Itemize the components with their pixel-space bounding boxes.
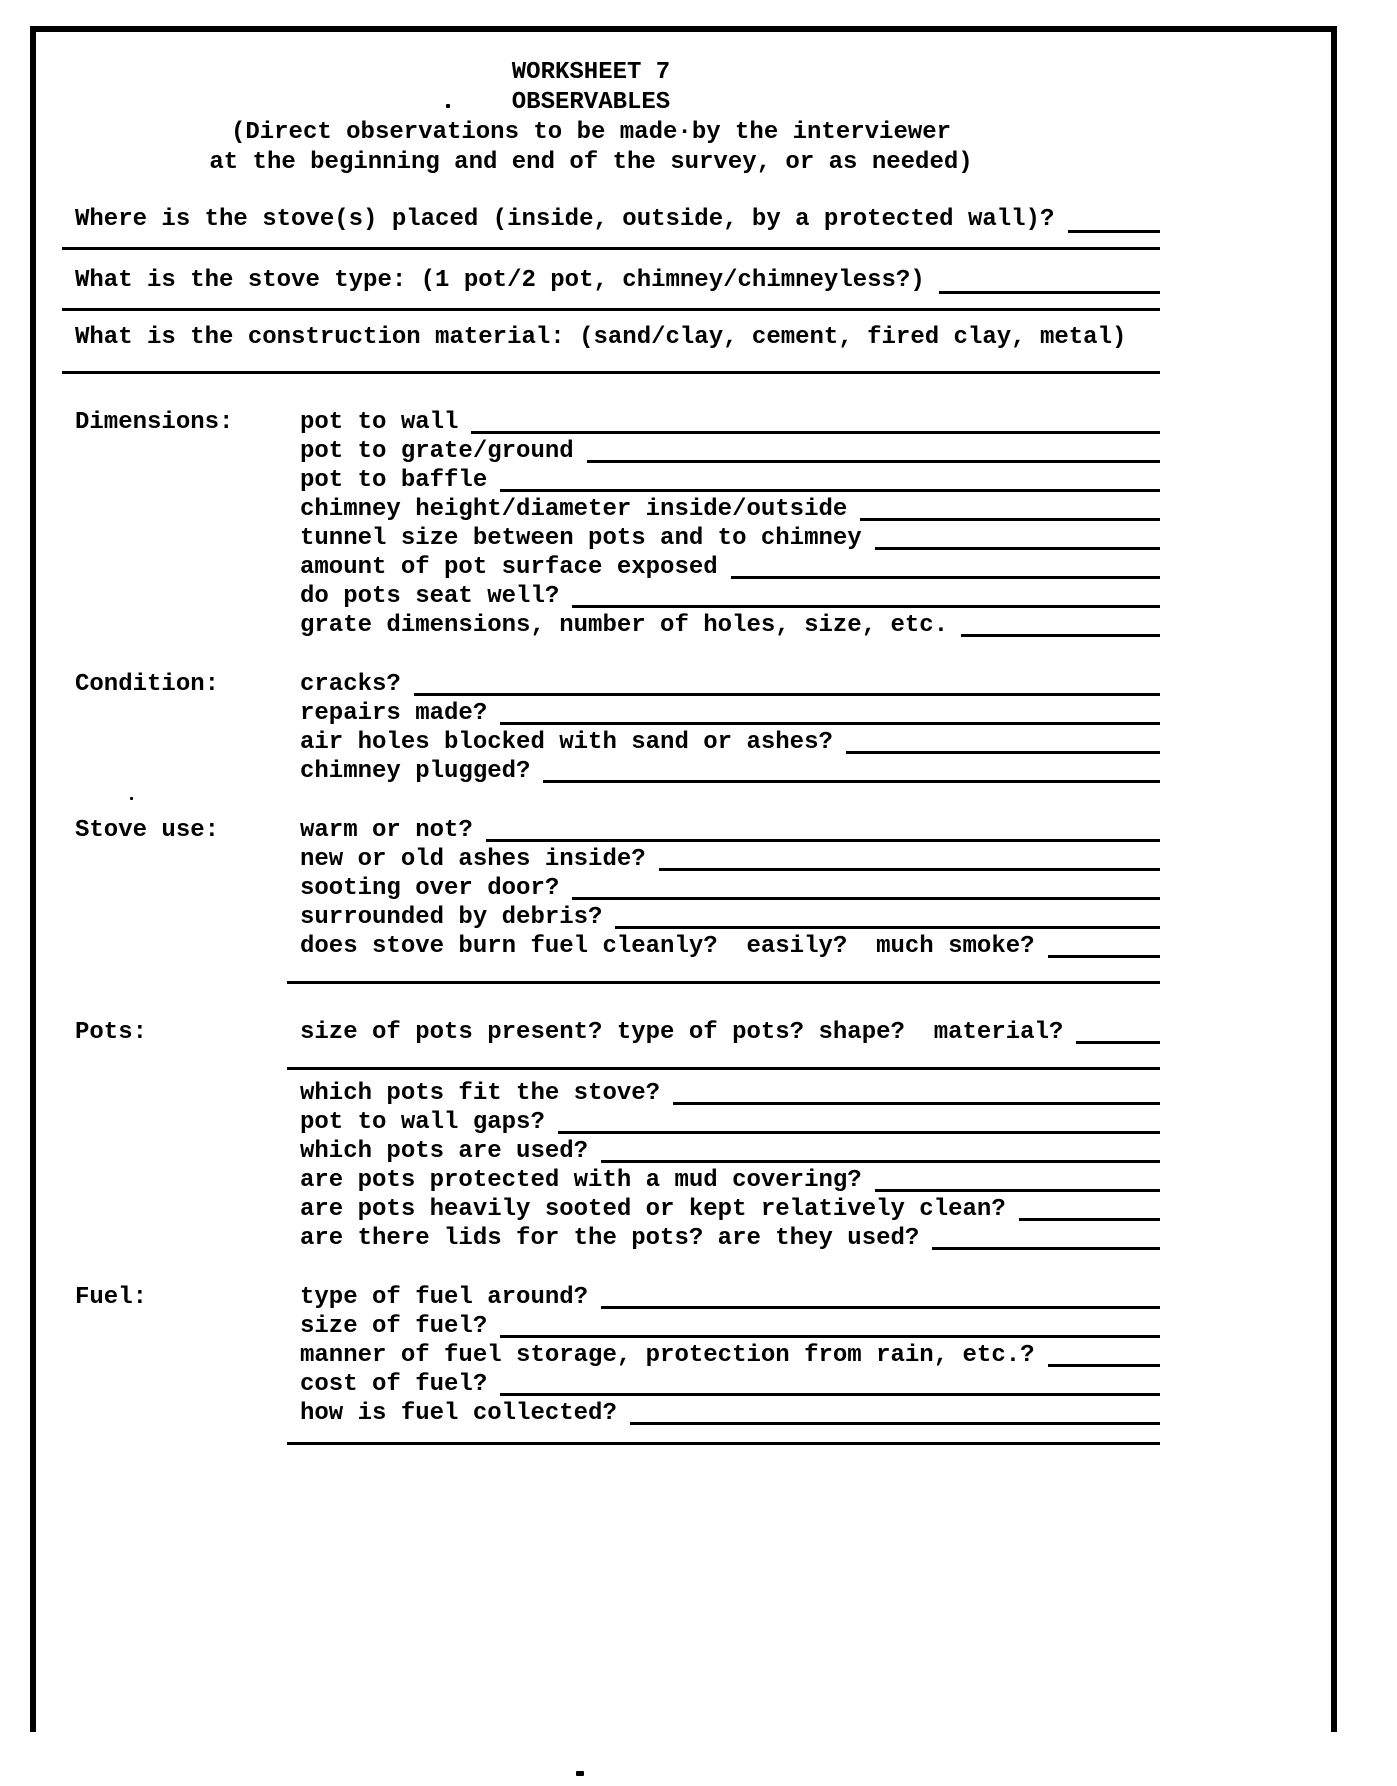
question-row <box>62 266 1160 296</box>
form-item-row <box>300 1166 1160 1195</box>
form-item-row <box>300 699 1160 728</box>
answer-blank <box>1076 1018 1160 1044</box>
answer-blank <box>1019 1195 1160 1221</box>
form-item-row <box>300 1224 1160 1253</box>
answer-blank <box>939 266 1160 294</box>
section-pots <box>62 1018 1160 1253</box>
answer-continuation-line <box>287 1442 1160 1445</box>
item-label: amount of pot surface exposed <box>300 554 718 581</box>
answer-blank <box>673 1079 1160 1105</box>
question-row <box>62 205 1160 235</box>
answer-blank <box>587 437 1160 463</box>
scan-speck <box>130 797 133 800</box>
item-label: do pots seat well? <box>300 583 560 610</box>
form-item-row <box>300 1341 1160 1370</box>
answer-blank <box>1048 1341 1160 1367</box>
section-dimensions <box>62 408 1160 640</box>
section-rows <box>300 1283 1160 1445</box>
header-note-line-2: at the beginning and end of the survey, or as needed) <box>209 149 973 176</box>
top-questions <box>62 205 1160 374</box>
form-item-row <box>300 582 1160 611</box>
form-item-row <box>300 495 1160 524</box>
form-item-row <box>300 1018 1160 1047</box>
worksheet-header <box>62 58 1120 178</box>
form-item-row <box>300 816 1160 845</box>
answer-blank <box>486 816 1160 842</box>
form-item-row <box>300 1283 1160 1312</box>
section-rows <box>300 1018 1160 1253</box>
header-note-line-1: (Direct observations to be made·by the interviewer <box>230 119 952 146</box>
item-label: warm or not? <box>300 817 473 844</box>
answer-blank <box>731 553 1160 579</box>
answer-blank <box>875 524 1160 550</box>
form-item-row <box>300 1079 1160 1108</box>
page-content <box>62 58 1160 1445</box>
item-label: size of fuel? <box>300 1313 488 1340</box>
answer-blank <box>471 408 1160 434</box>
answer-blank <box>500 1312 1160 1338</box>
item-label: pot to baffle <box>300 467 488 494</box>
answer-line <box>62 308 1160 311</box>
question-text: What is the stove type: (1 pot/2 pot, chimney/chimneyless?) <box>75 267 925 294</box>
section-rows <box>300 670 1160 786</box>
item-label: new or old ashes inside? <box>300 846 646 873</box>
section-label: Pots: <box>75 1019 148 1046</box>
form-item-row <box>300 932 1160 961</box>
item-label: chimney height/diameter inside/outside <box>300 496 848 523</box>
item-label: manner of fuel storage, protection from rain, etc.? <box>300 1342 1035 1369</box>
scan-speck <box>446 104 450 108</box>
answer-blank <box>961 611 1160 637</box>
scan-speck <box>576 1771 584 1776</box>
item-label: are pots protected with a mud covering? <box>300 1167 862 1194</box>
form-item-row <box>300 1370 1160 1399</box>
item-label: cost of fuel? <box>300 1371 488 1398</box>
answer-blank <box>543 757 1160 783</box>
form-item-row <box>300 757 1160 786</box>
item-label: repairs made? <box>300 700 488 727</box>
form-item-row <box>300 728 1160 757</box>
question-block <box>62 323 1160 374</box>
item-label: pot to wall gaps? <box>300 1109 545 1136</box>
question-text: Where is the stove(s) placed (inside, outside, by a protected wall)? <box>75 206 1055 233</box>
question-block <box>62 266 1160 311</box>
form-item-row <box>300 903 1160 932</box>
item-label: tunnel size between pots and to chimney <box>300 525 862 552</box>
item-label: how is fuel collected? <box>300 1400 617 1427</box>
form-item-row <box>300 553 1160 582</box>
observation-sections <box>62 408 1160 1445</box>
item-label: surrounded by debris? <box>300 904 603 931</box>
form-item-row <box>300 1137 1160 1166</box>
form-item-row <box>300 1312 1160 1341</box>
form-item-row <box>300 1195 1160 1224</box>
form-item-row <box>300 437 1160 466</box>
item-label: type of fuel around? <box>300 1284 589 1311</box>
answer-blank <box>615 903 1160 929</box>
answer-blank <box>500 699 1160 725</box>
answer-blank <box>572 582 1160 608</box>
form-item-row <box>300 845 1160 874</box>
answer-blank <box>601 1137 1160 1163</box>
answer-blank <box>500 466 1160 492</box>
answer-blank <box>860 495 1160 521</box>
item-label: which pots fit the stove? <box>300 1080 661 1107</box>
form-item-row <box>300 670 1160 699</box>
item-label: which pots are used? <box>300 1138 589 1165</box>
form-item-row <box>300 611 1160 640</box>
worksheet-title: WORKSHEET 7 <box>511 59 671 86</box>
answer-blank <box>572 874 1160 900</box>
section-stove-use <box>62 816 1160 984</box>
item-label: are pots heavily sooted or kept relatively clean? <box>300 1196 1006 1223</box>
item-label: pot to grate/ground <box>300 438 574 465</box>
item-label: size of pots present? type of pots? shape? material? <box>300 1019 1064 1046</box>
section-label: Fuel: <box>75 1284 148 1311</box>
question-block <box>62 205 1160 250</box>
form-item-row <box>300 524 1160 553</box>
page-border-frame <box>30 26 1337 1732</box>
item-label: are there lids for the pots? are they used? <box>300 1225 920 1252</box>
section-rows <box>300 408 1160 640</box>
section-label: Stove use: <box>75 817 220 844</box>
answer-line <box>62 247 1160 250</box>
answer-blank <box>659 845 1160 871</box>
answer-blank <box>1068 205 1160 233</box>
section-label: Dimensions: <box>75 409 234 436</box>
answer-blank <box>846 728 1160 754</box>
answer-continuation-line <box>287 981 1160 984</box>
section-label: Condition: <box>75 671 220 698</box>
item-label: air holes blocked with sand or ashes? <box>300 729 833 756</box>
worksheet-subtitle: OBSERVABLES <box>511 89 671 116</box>
question-text: What is the construction material: (sand/clay, cement, fired clay, metal) <box>75 324 1127 351</box>
item-label: pot to wall <box>300 409 459 436</box>
answer-blank <box>601 1283 1160 1309</box>
item-label: chimney plugged? <box>300 758 531 785</box>
answer-line <box>62 371 1160 374</box>
form-item-row <box>300 1399 1160 1428</box>
answer-blank <box>500 1370 1160 1396</box>
item-label: sooting over door? <box>300 875 560 902</box>
answer-blank <box>414 670 1160 696</box>
question-row <box>62 323 1160 353</box>
answer-blank <box>875 1166 1160 1192</box>
form-item-row <box>300 466 1160 495</box>
scan-speck <box>1178 28 1181 31</box>
item-label: does stove burn fuel cleanly? easily? much smoke? <box>300 933 1035 960</box>
form-item-row <box>300 408 1160 437</box>
item-label: cracks? <box>300 671 401 698</box>
answer-continuation-line <box>287 1067 1160 1070</box>
section-condition <box>62 670 1160 786</box>
answer-blank <box>932 1224 1160 1250</box>
form-item-row <box>300 874 1160 903</box>
answer-blank <box>1048 932 1160 958</box>
section-fuel <box>62 1283 1160 1445</box>
answer-blank <box>558 1108 1160 1134</box>
section-rows <box>300 816 1160 984</box>
item-label: grate dimensions, number of holes, size, etc. <box>300 612 949 639</box>
answer-blank <box>630 1399 1160 1425</box>
form-item-row <box>300 1108 1160 1137</box>
